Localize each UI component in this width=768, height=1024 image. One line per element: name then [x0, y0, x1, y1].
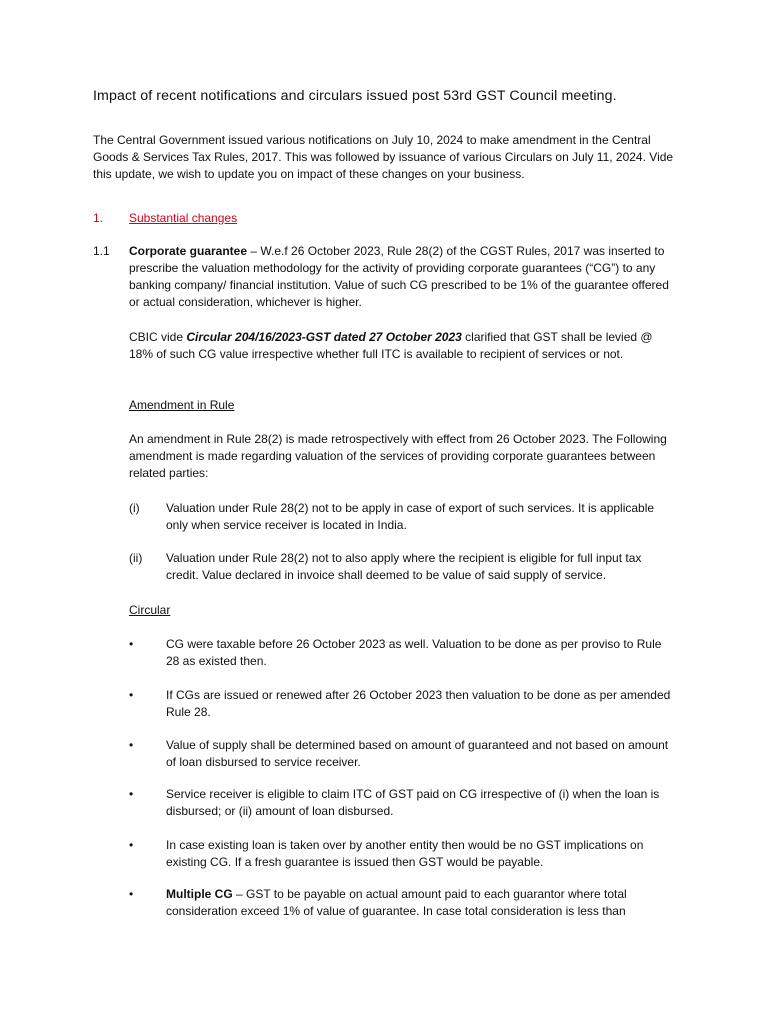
- subsection-1-1-number: 1.1: [93, 244, 110, 258]
- cbic-paragraph: [129, 329, 677, 363]
- bullet-item: Value of supply shall be determined based on amount of guaranteed and not based on amount of loan disbursed to service receiver.: [166, 738, 669, 769]
- corporate-guarantee-label: Corporate guarantee: [129, 244, 248, 258]
- circular-heading: Circular: [129, 603, 171, 617]
- subsection-1-1-paragraph: [129, 243, 677, 311]
- page-title: Impact of recent notifications and circulars issued post 53rd GST Council meeting.: [93, 88, 617, 104]
- multiple-cg-label: Multiple CG: [166, 887, 233, 901]
- amendment-item-marker: (i): [129, 501, 140, 515]
- amendment-item-marker: (ii): [129, 551, 143, 565]
- bullet-item: If CGs are issued or renewed after 26 October 2023 then valuation to be done as per amended Rule 28.: [166, 688, 671, 719]
- bullet-dot: •: [129, 738, 134, 752]
- bullet-dot: •: [129, 838, 134, 852]
- bullet-item: CG were taxable before 26 October 2023 as well. Valuation to be done as per proviso to Rule 28 as existed then.: [166, 637, 662, 668]
- section-1-number: 1.: [93, 211, 104, 225]
- bullet-dot: •: [129, 688, 134, 702]
- bullet-item: Service receiver is eligible to claim ITC of GST paid on CG irrespective of (i) when the loan is disbursed; or (ii) amount of loan disbursed.: [166, 787, 660, 818]
- corporate-guarantee-text: – W.e.f 26 October 2023, Rule 28(2) of the CGST Rules, 2017 was inserted to prescribe the valuation methodology for the activity of providing corporate guarantees (“CG”) to any banking company/ financial institution. Value of such CG prescribed to be 1% of the guarantee offered or actual consideration, whichever is higher.: [129, 244, 669, 309]
- amendment-item-text: Valuation under Rule 28(2) not to also apply where the recipient is eligible for full input tax credit. Value declared in invoice shall deemed to be value of said supply of service.: [166, 551, 642, 582]
- cbic-circular-ref: Circular 204/16/2023-GST dated 27 October 2023: [186, 330, 462, 344]
- amendment-paragraph: An amendment in Rule 28(2) is made retrospectively with effect from 26 October 2023. The Following amendment is made regarding valuation of the services of providing corporate guarantees between related parties:: [129, 432, 667, 480]
- bullet-dot: •: [129, 787, 134, 801]
- bullet-item: Multiple CG – GST to be payable on actual amount paid to each guarantor where total consideration exceed 1% of value of guarantee. In case total consideration is less than: [166, 887, 627, 918]
- bullet-dot: •: [129, 637, 134, 651]
- cbic-post: clarified that GST shall be levied @ 18% of such CG value irrespective whether full ITC is available to recipient of services or not.: [129, 330, 653, 361]
- section-1-heading: Substantial changes: [129, 211, 238, 225]
- bullet-dot: •: [129, 887, 134, 901]
- cbic-pre: CBIC vide: [129, 330, 187, 344]
- intro-paragraph: The Central Government issued various notifications on July 10, 2024 to make amendment in the Central Goods & Services Tax Rules, 2017. This was followed by issuance of various Circulars on July 11, 2024. Vide this update, we wish to update you on impact of these changes on your business.: [93, 133, 674, 181]
- amendment-heading: Amendment in Rule: [129, 398, 235, 412]
- amendment-item-text: Valuation under Rule 28(2) not to be apply in case of export of such services. It is applicable only when service receiver is located in India.: [166, 501, 655, 532]
- bullet-item: In case existing loan is taken over by another entity then would be no GST implications on existing CG. If a fresh guarantee is issued then GST would be payable.: [166, 838, 644, 869]
